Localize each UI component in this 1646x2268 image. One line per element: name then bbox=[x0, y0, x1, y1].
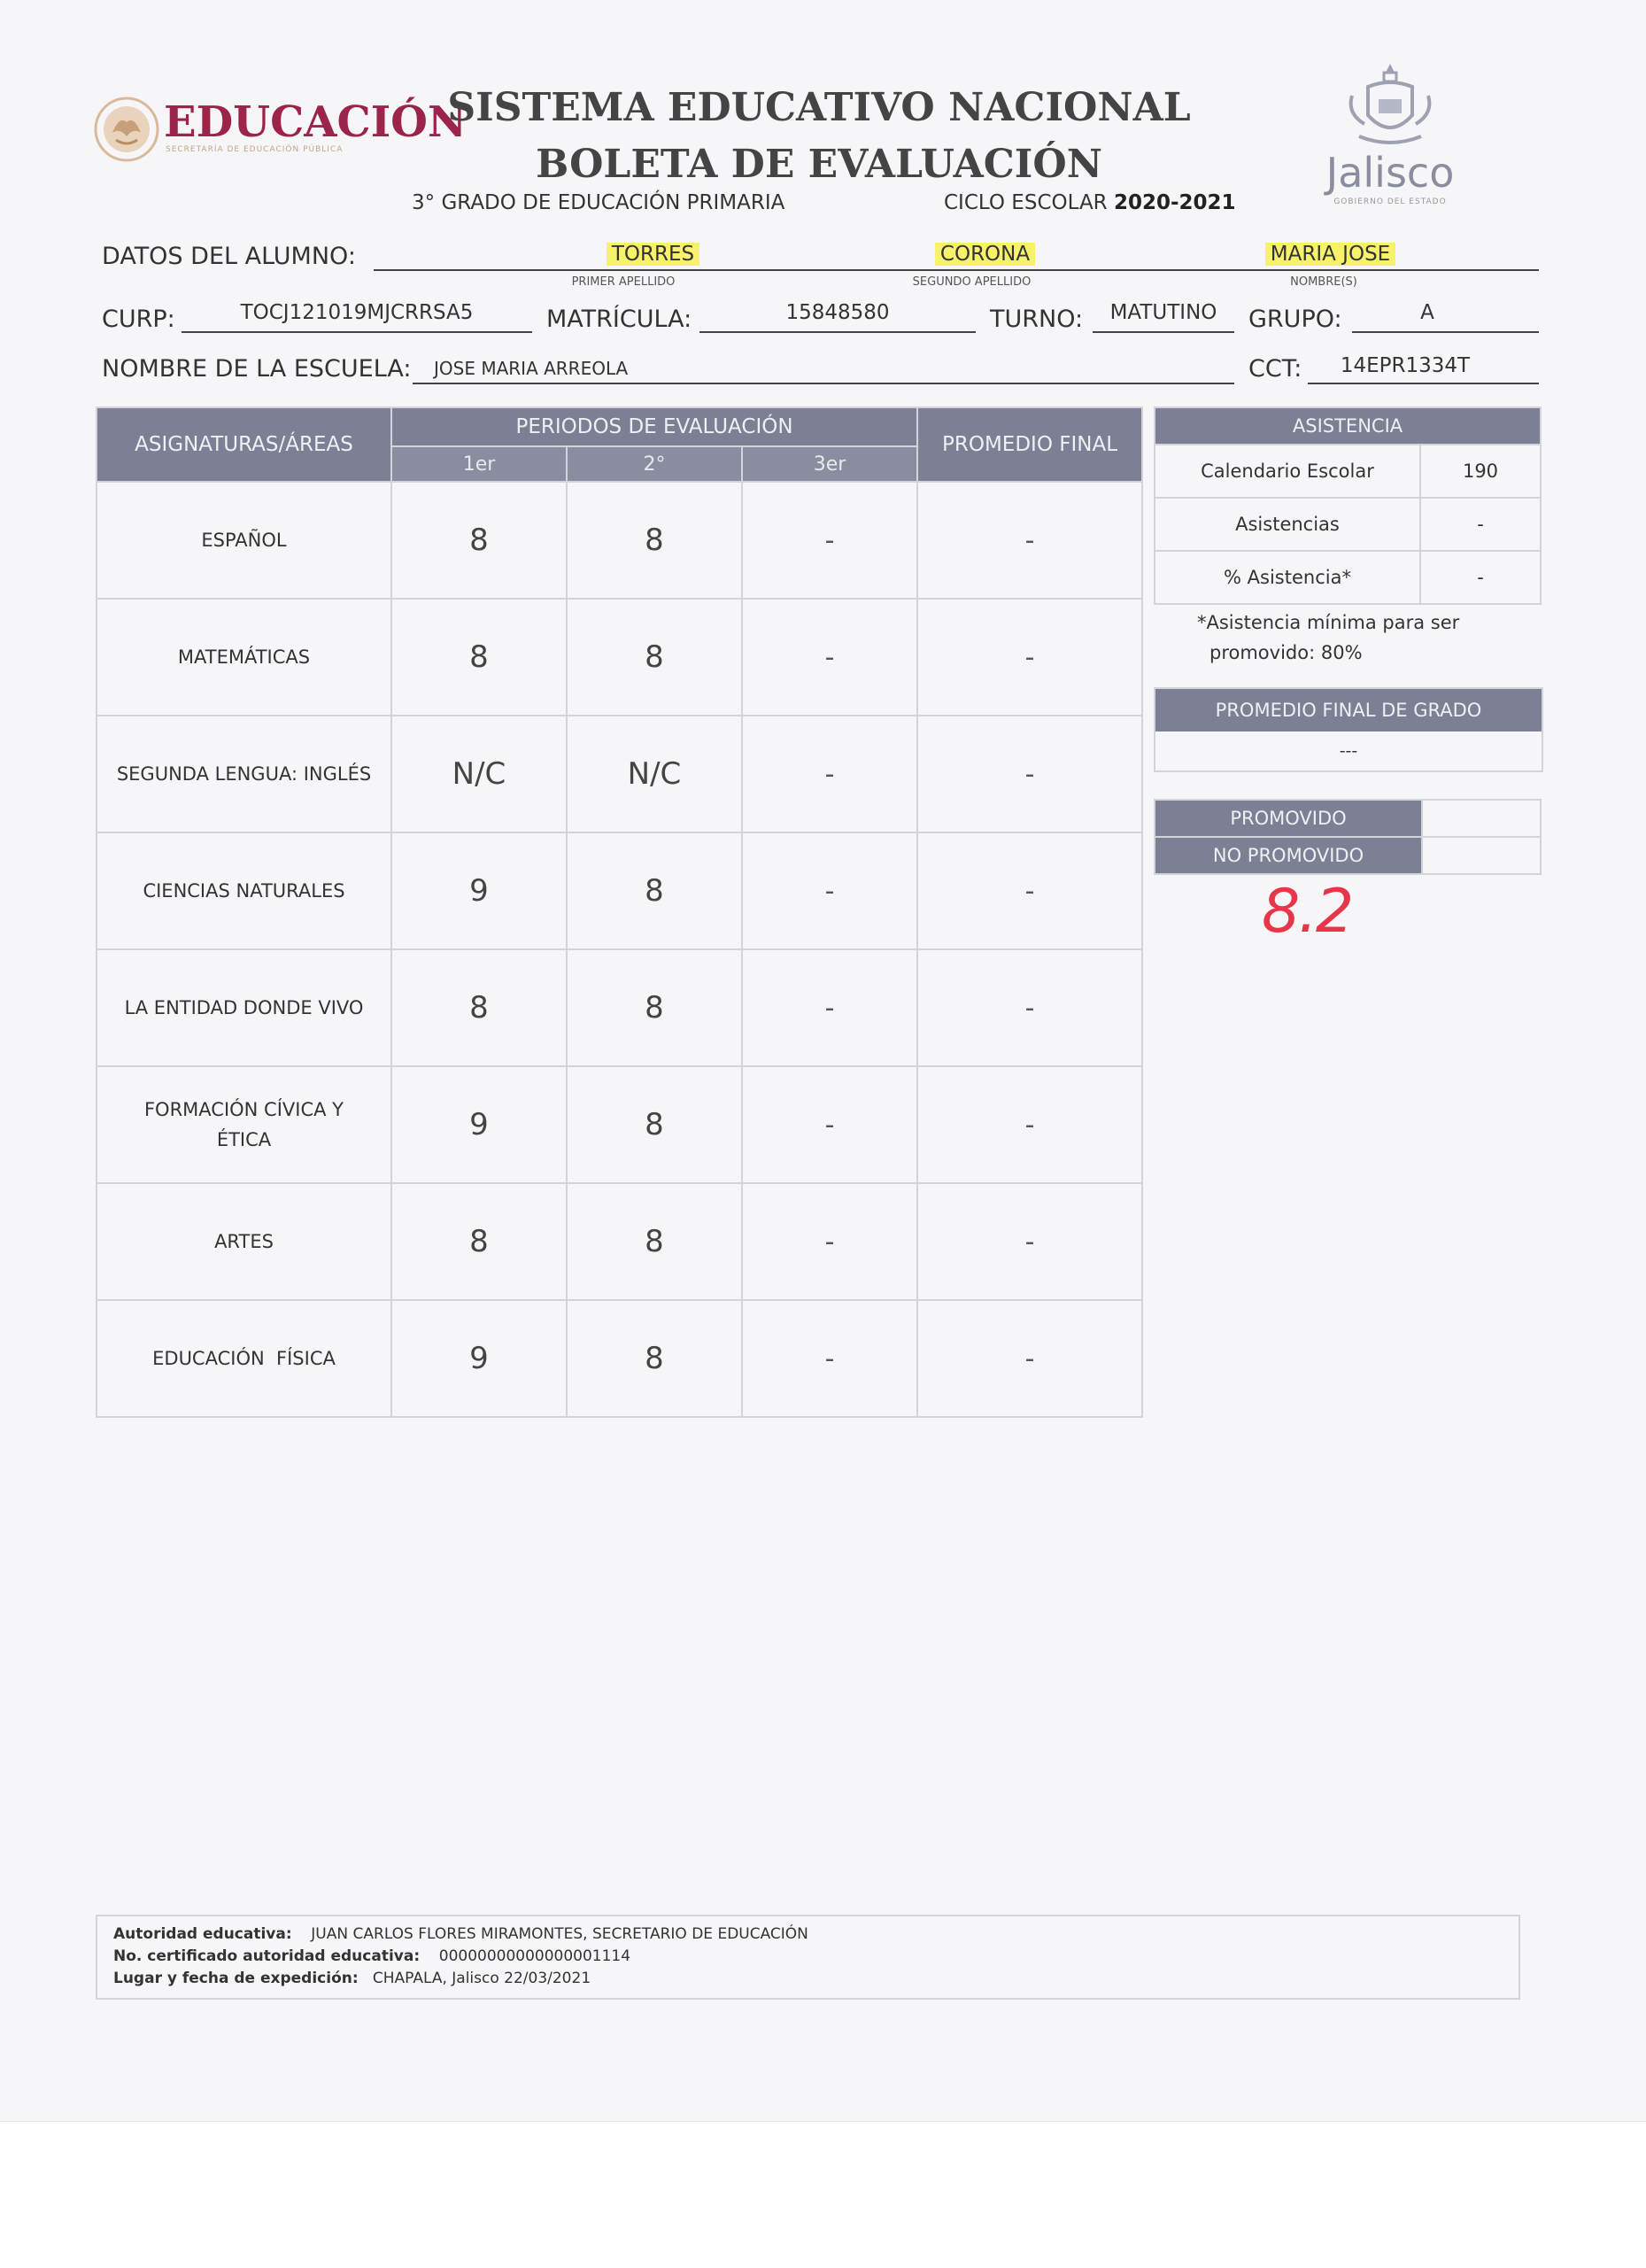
final-grade-box bbox=[1154, 687, 1543, 772]
period-1-grade: 9 bbox=[391, 1300, 567, 1417]
jalisco-logo-text: Jalisco bbox=[1325, 149, 1455, 197]
authority-row bbox=[113, 1925, 808, 1943]
footer-box bbox=[96, 1915, 1520, 2000]
period-3-grade: - bbox=[742, 832, 917, 949]
school-cycle-label: CICLO ESCOLAR bbox=[944, 191, 1108, 214]
period-3-header: 3er bbox=[742, 446, 917, 482]
school-cycle bbox=[944, 191, 1236, 214]
curp-label: CURP: bbox=[102, 306, 175, 333]
place-date-label: Lugar y fecha de expedición: bbox=[113, 1970, 359, 1987]
period-3-grade: - bbox=[742, 949, 917, 1066]
period-2-grade: 8 bbox=[567, 599, 742, 716]
sep-logo-text: EDUCACIÓN bbox=[164, 97, 467, 147]
second-surname-text: CORONA bbox=[935, 243, 1035, 266]
subject-cell: EDUCACIÓN FÍSICA bbox=[97, 1300, 391, 1417]
attendance-table bbox=[1154, 406, 1542, 605]
promoted-label: PROMOVIDO bbox=[1155, 800, 1422, 837]
attendance-note-line1: *Asistencia mínima para ser bbox=[1197, 612, 1460, 633]
final-grade: - bbox=[917, 832, 1142, 949]
table-row bbox=[97, 949, 1142, 1066]
period-1-header: 1er bbox=[391, 446, 567, 482]
final-grade: - bbox=[917, 1066, 1142, 1183]
grade-level: 3° GRADO DE EDUCACIÓN PRIMARIA bbox=[412, 191, 785, 214]
school-label: NOMBRE DE LA ESCUELA: bbox=[102, 355, 412, 383]
period-2-grade: N/C bbox=[567, 716, 742, 832]
document-title: SISTEMA EDUCATIVO NACIONAL bbox=[447, 85, 1191, 130]
period-3-grade: - bbox=[742, 1183, 917, 1300]
cct-value: 14EPR1334T bbox=[1340, 354, 1471, 377]
calendar-value: 190 bbox=[1420, 445, 1541, 498]
authority-value: JUAN CARLOS FLORES MIRAMONTES, SECRETARIO DE EDUCACIÓN bbox=[311, 1925, 808, 1943]
handwritten-average: 8.2 bbox=[1262, 877, 1353, 947]
subject-cell: MATEMÁTICAS bbox=[97, 599, 391, 716]
promotion-table bbox=[1154, 799, 1542, 875]
final-average-header: PROMEDIO FINAL bbox=[917, 407, 1142, 482]
student-data-label: DATOS DEL ALUMNO: bbox=[102, 243, 356, 270]
authority-label: Autoridad educativa: bbox=[113, 1925, 292, 1943]
subject-cell: SEGUNDA LENGUA: INGLÉS bbox=[97, 716, 391, 832]
period-1-grade: 8 bbox=[391, 482, 567, 599]
certificate-value: 00000000000000001114 bbox=[438, 1947, 631, 1965]
turno-value: MATUTINO bbox=[1109, 301, 1217, 324]
grupo-line bbox=[1352, 331, 1539, 333]
table-row bbox=[97, 716, 1142, 832]
period-1-grade: 9 bbox=[391, 832, 567, 949]
promoted-checkbox[interactable] bbox=[1422, 800, 1541, 837]
final-grade: - bbox=[917, 1183, 1142, 1300]
period-1-grade: N/C bbox=[391, 716, 567, 832]
first-surname-text: TORRES bbox=[607, 243, 699, 266]
place-date-value: CHAPALA, Jalisco 22/03/2021 bbox=[372, 1970, 591, 1987]
place-date-row bbox=[113, 1970, 591, 1987]
table-row bbox=[97, 1066, 1142, 1183]
turno-label: TURNO: bbox=[990, 306, 1084, 333]
turno-line bbox=[1093, 331, 1234, 333]
table-row bbox=[97, 1183, 1142, 1300]
curp-value: TOCJ121019MJCRRSA5 bbox=[240, 301, 474, 324]
jalisco-logo-subtitle: GOBIERNO DEL ESTADO bbox=[1333, 197, 1447, 206]
attendance-count-label: Asistencias bbox=[1155, 498, 1420, 551]
grupo-value: A bbox=[1420, 301, 1434, 324]
table-row bbox=[97, 832, 1142, 949]
table-row bbox=[97, 482, 1142, 599]
sep-logo-subtitle: SECRETARÍA DE EDUCACIÓN PÚBLICA bbox=[166, 145, 344, 154]
period-2-grade: 8 bbox=[567, 1300, 742, 1417]
table-row bbox=[97, 599, 1142, 716]
not-promoted-checkbox[interactable] bbox=[1422, 837, 1541, 874]
not-promoted-label: NO PROMOVIDO bbox=[1155, 837, 1422, 874]
matricula-value: 15848580 bbox=[785, 301, 890, 324]
period-2-grade: 8 bbox=[567, 482, 742, 599]
period-1-grade: 9 bbox=[391, 1066, 567, 1183]
grupo-label: GRUPO: bbox=[1248, 306, 1342, 333]
names-text: MARIA JOSE bbox=[1265, 243, 1395, 266]
subject-cell: ESPAÑOL bbox=[97, 482, 391, 599]
names-value bbox=[1222, 243, 1439, 266]
cct-line bbox=[1308, 383, 1539, 384]
attendance-percent-label: % Asistencia* bbox=[1155, 551, 1420, 604]
jalisco-crest-icon bbox=[1341, 60, 1439, 152]
first-surname-caption: PRIMER APELLIDO bbox=[571, 275, 676, 289]
page-bottom-strip bbox=[0, 2121, 1646, 2268]
matricula-label: MATRÍCULA: bbox=[546, 306, 692, 333]
school-line bbox=[413, 383, 1234, 384]
second-surname-caption: SEGUNDO APELLIDO bbox=[912, 275, 1032, 289]
matricula-line bbox=[699, 331, 976, 333]
final-grade: - bbox=[917, 716, 1142, 832]
subjects-header: ASIGNATURAS/ÁREAS bbox=[97, 407, 391, 482]
period-3-grade: - bbox=[742, 482, 917, 599]
curp-line bbox=[182, 331, 532, 333]
final-grade: - bbox=[917, 949, 1142, 1066]
subject-cell: FORMACIÓN CÍVICA Y ÉTICA bbox=[97, 1066, 391, 1183]
table-row bbox=[97, 1300, 1142, 1417]
period-2-grade: 8 bbox=[567, 832, 742, 949]
sep-eagle-seal-icon bbox=[93, 96, 160, 163]
attendance-count-value: - bbox=[1420, 498, 1541, 551]
attendance-percent-value: - bbox=[1420, 551, 1541, 604]
final-grade: - bbox=[917, 599, 1142, 716]
period-3-grade: - bbox=[742, 1066, 917, 1183]
attendance-note-line2: promovido: 80% bbox=[1209, 642, 1363, 663]
subject-cell: ARTES bbox=[97, 1183, 391, 1300]
final-grade: - bbox=[917, 1300, 1142, 1417]
school-cycle-value: 2020-2021 bbox=[1113, 191, 1236, 214]
period-2-header: 2° bbox=[567, 446, 742, 482]
period-2-grade: 8 bbox=[567, 1183, 742, 1300]
period-1-grade: 8 bbox=[391, 599, 567, 716]
final-grade-value: --- bbox=[1339, 741, 1358, 761]
period-3-grade: - bbox=[742, 1300, 917, 1417]
subject-cell: CIENCIAS NATURALES bbox=[97, 832, 391, 949]
period-2-grade: 8 bbox=[567, 949, 742, 1066]
student-name-line bbox=[374, 269, 1539, 271]
certificate-row bbox=[113, 1947, 630, 1965]
certificate-label: No. certificado autoridad educativa: bbox=[113, 1947, 421, 1965]
names-caption: NOMBRE(S) bbox=[1290, 275, 1357, 289]
cct-label: CCT: bbox=[1248, 355, 1302, 383]
second-surname-value bbox=[863, 243, 1107, 266]
attendance-note bbox=[1197, 608, 1459, 668]
attendance-header: ASISTENCIA bbox=[1155, 407, 1541, 445]
period-1-grade: 8 bbox=[391, 1183, 567, 1300]
periods-header: PERIODOS DE EVALUACIÓN bbox=[391, 407, 917, 446]
period-3-grade: - bbox=[742, 599, 917, 716]
period-3-grade: - bbox=[742, 716, 917, 832]
school-value: JOSE MARIA ARREOLA bbox=[434, 358, 629, 379]
subject-cell: LA ENTIDAD DONDE VIVO bbox=[97, 949, 391, 1066]
period-2-grade: 8 bbox=[567, 1066, 742, 1183]
grades-table bbox=[96, 406, 1143, 1418]
document-subtitle: BOLETA DE EVALUACIÓN bbox=[536, 142, 1102, 187]
first-surname-value bbox=[531, 243, 775, 266]
final-grade: - bbox=[917, 482, 1142, 599]
period-1-grade: 8 bbox=[391, 949, 567, 1066]
calendar-label: Calendario Escolar bbox=[1155, 445, 1420, 498]
final-grade-header: PROMEDIO FINAL DE GRADO bbox=[1155, 689, 1542, 731]
